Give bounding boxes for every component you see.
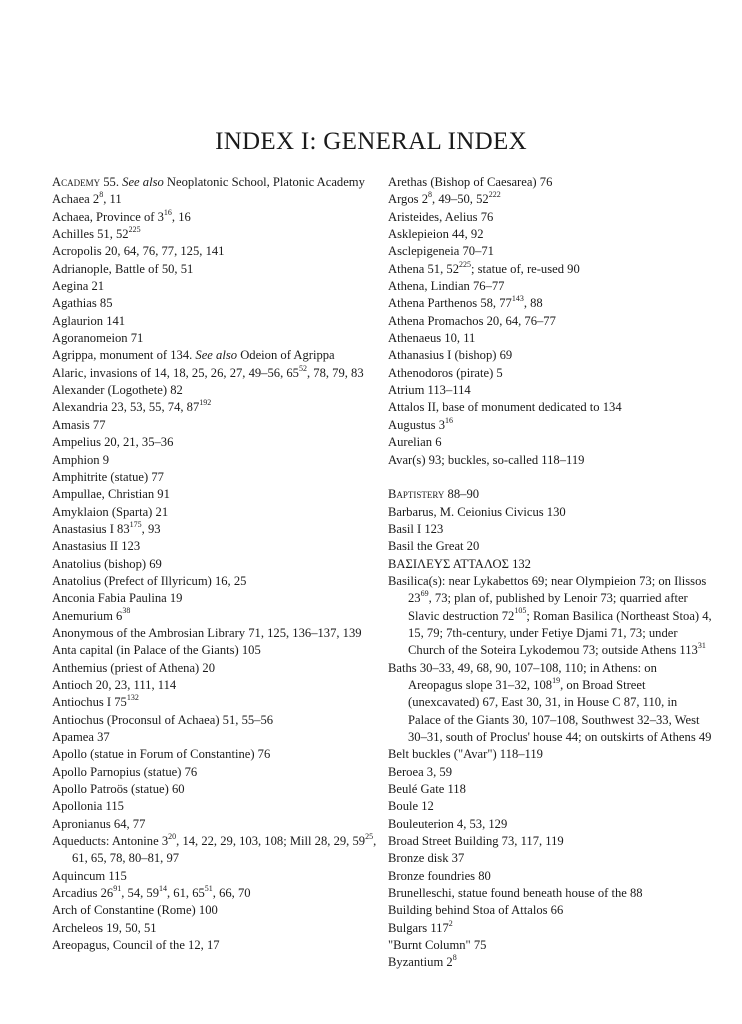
entry-text: , 11 [103, 192, 122, 207]
entry-text: , 73; plan of, published by Lenoir 73; quarried after Slavic destruction 72 [408, 591, 688, 623]
entry-text: Building behind Stoa of Attalos 66 [388, 903, 564, 918]
footnote-superscript: 16 [445, 415, 454, 425]
entry-text: , 16 [171, 209, 191, 224]
entry-text: Ampelius 20, 21, 35–36 [52, 435, 174, 450]
index-entry [52, 226, 382, 243]
index-entry [52, 868, 382, 885]
index-entry [388, 399, 713, 416]
index-entry [52, 642, 382, 659]
index-entry [388, 261, 713, 278]
footnote-superscript: 8 [452, 953, 457, 963]
footnote-superscript: 38 [122, 606, 131, 616]
index-entry [52, 295, 382, 312]
cross-reference-text: See also [195, 348, 238, 363]
footnote-superscript: 225 [128, 224, 141, 234]
entry-text: Arethas (Bishop of Caesarea) 76 [388, 175, 553, 189]
index-entry [52, 365, 382, 382]
footnote-superscript: 14 [159, 883, 167, 893]
entry-text: Antiochus (Proconsul of Achaea) 51, 55–56 [52, 712, 274, 727]
index-entry [388, 538, 713, 555]
entry-text: Alexandria 23, 53, 55, 74, 87 [52, 400, 200, 415]
entry-text: Aurelian 6 [388, 435, 442, 450]
entry-text: Archeleos 19, 50, 51 [52, 920, 157, 935]
entry-text: Apollo Patroös (statue) 60 [52, 782, 185, 797]
footnote-superscript: 31 [697, 641, 706, 651]
entry-text: Apollonia 115 [52, 799, 124, 814]
entry-text: Atrium 113–114 [388, 383, 471, 398]
index-entry [388, 954, 713, 971]
entry-text: Bronze disk 37 [388, 851, 465, 866]
entry-text: Areopagus, Council of the 12, 17 [52, 938, 220, 953]
entry-text: Broad Street Building 73, 117, 119 [388, 834, 564, 849]
footnote-superscript: 222 [488, 190, 501, 200]
index-entry [388, 556, 713, 573]
index-entry [388, 365, 713, 382]
index-entry [388, 174, 713, 191]
index-entry [388, 330, 713, 347]
entry-text: Anastasius II 123 [52, 539, 141, 554]
index-entry [52, 330, 382, 347]
entry-text: , 61, 65, 78, 80–81, 97 [72, 834, 377, 866]
entry-text: Academy [52, 175, 101, 189]
entry-text: Anemurium 6 [52, 608, 123, 623]
index-entry [388, 504, 713, 521]
entry-text: Bulgars 117 [388, 920, 449, 935]
index-entry [52, 608, 382, 625]
entry-text: Beroea 3, 59 [388, 764, 452, 779]
index-entry [52, 573, 382, 590]
index-entry [388, 937, 713, 954]
footnote-superscript: 69 [420, 589, 429, 599]
index-entry [388, 816, 713, 833]
footnote-superscript: 16 [163, 207, 172, 217]
entry-text: 55. [100, 175, 123, 189]
index-entry [388, 452, 713, 469]
index-entry [388, 295, 713, 312]
index-entry [388, 781, 713, 798]
entry-text: Amasis 77 [52, 417, 106, 432]
entry-text: Alaric, invasions of 14, 18, 25, 26, 27, 49–56, 65 [52, 365, 299, 380]
entry-text: Bronze foundries 80 [388, 868, 491, 883]
entry-text: , 66, 70 [212, 886, 251, 901]
footnote-superscript: 143 [511, 294, 524, 304]
index-entry [52, 469, 382, 486]
index-entry [52, 538, 382, 555]
entry-text: Antiochus I 75 [52, 695, 127, 710]
index-entry [52, 764, 382, 781]
entry-text: ΒΑΣΙΛΕΥΣ ΑΤΤΑΛΟΣ 132 [388, 556, 531, 571]
entry-text: Aqueducts: Antonine 3 [52, 834, 169, 849]
footnote-superscript: 91 [113, 883, 122, 893]
entry-text: Byzantium 2 [388, 955, 453, 970]
entry-text: Barbarus, M. Ceionius Civicus 130 [388, 504, 566, 519]
entry-text: Achaea 2 [52, 192, 100, 207]
entry-text: , on Broad Street (unexcavated) 67, East 30, 31, in House C 87, 110, in Palace of the Giants 30, 107–108, Southwest 32–33, West 30–31, south of Proclus' house 44; on outskirts of Athens 49 [408, 677, 712, 744]
entry-text: Baths 30–33, 49, 68, 90, 107–108, 110; in Athens: on Areopagus slope 31–32, 108 [388, 660, 657, 692]
index-entry [52, 885, 382, 902]
index-entry [52, 833, 382, 868]
index-entry [388, 833, 713, 850]
entry-text: "Burnt Column" 75 [388, 938, 487, 953]
index-entry [52, 556, 382, 573]
index-entry [52, 174, 382, 191]
index-entry [388, 434, 713, 451]
index-entry [52, 920, 382, 937]
index-entry [388, 764, 713, 781]
entry-text: , 88 [523, 296, 543, 311]
index-entry [52, 191, 382, 208]
index-entry [388, 209, 713, 226]
entry-text: Anatolius (Prefect of Illyricum) 16, 25 [52, 573, 247, 588]
footnote-superscript: 52 [298, 363, 307, 373]
index-entry [388, 920, 713, 937]
entry-text: Adrianople, Battle of 50, 51 [52, 261, 194, 276]
footnote-superscript: 192 [199, 398, 212, 408]
entry-text: Neoplatonic School, Platonic Academy [163, 175, 365, 189]
entry-text: Argos 2 [388, 192, 429, 207]
entry-text: ; Roman Basilica (Northeast Stoa) 4, 15, 79; 7th-century, under Fetiye Djami 71, 73; under Church of the Soteira Lykodemou 73; outside Athens 113 [408, 608, 712, 658]
footnote-superscript: 20 [168, 831, 177, 841]
entry-text: Anthemius (priest of Athena) 20 [52, 660, 215, 675]
index-entry [52, 278, 382, 295]
index-entry [388, 191, 713, 208]
index-entry [388, 868, 713, 885]
entry-text: Agrippa, monument of 134. [52, 348, 196, 363]
footnote-superscript: 51 [204, 883, 213, 893]
entry-text: Ampullae, Christian 91 [52, 487, 170, 502]
index-entry [388, 313, 713, 330]
entry-text: , 54, 59 [121, 886, 159, 901]
entry-text: Anonymous of the Ambrosian Library 71, 125, 136–137, 139 [52, 625, 362, 640]
entry-text: Basil I 123 [388, 521, 444, 536]
index-entry [52, 712, 382, 729]
entry-text: Anatolius (bishop) 69 [52, 556, 162, 571]
index-entry [388, 382, 713, 399]
entry-text: Odeion of Agrippa [237, 348, 335, 363]
index-column-left [52, 174, 382, 954]
entry-text: Avar(s) 93; buckles, so-called 118–119 [388, 452, 585, 467]
footnote-superscript: 8 [99, 190, 104, 200]
index-entry [52, 209, 382, 226]
index-entry [52, 677, 382, 694]
entry-text: Amphitrite (statue) 77 [52, 469, 164, 484]
entry-text: Athena Promachos 20, 64, 76–77 [388, 313, 556, 328]
index-entry [388, 417, 713, 434]
entry-text: Athenaeus 10, 11 [388, 331, 476, 346]
index-entry [388, 226, 713, 243]
index-entry [52, 243, 382, 260]
entry-text: Aquincum 115 [52, 868, 127, 883]
index-entry [52, 937, 382, 954]
entry-text: Boule 12 [388, 799, 434, 814]
entry-text: Brunelleschi, statue found beneath house of the 88 [388, 886, 643, 901]
entry-text: Apronianus 64, 77 [52, 816, 146, 831]
footnote-superscript: 175 [129, 519, 142, 529]
index-entry [388, 521, 713, 538]
index-entry [52, 816, 382, 833]
footnote-superscript: 105 [514, 606, 527, 616]
index-entry [52, 347, 382, 364]
entry-text: Amphion 9 [52, 452, 110, 467]
entry-text: Aegina 21 [52, 279, 105, 294]
entry-text: Apollo Parnopius (statue) 76 [52, 764, 198, 779]
index-entry [52, 660, 382, 677]
entry-text: Anconia Fabia Paulina 19 [52, 591, 183, 606]
entry-text: Arcadius 26 [52, 886, 114, 901]
index-entry [52, 261, 382, 278]
entry-text: Athena Parthenos 58, 77 [388, 296, 512, 311]
entry-text: Attalos II, base of monument dedicated to 134 [388, 400, 622, 415]
entry-text: , 14, 22, 29, 103, 108; Mill 28, 29, 59 [176, 834, 366, 849]
entry-text: Apollo (statue in Forum of Constantine) 76 [52, 747, 271, 762]
entry-text: Agoranomeion 71 [52, 331, 144, 346]
entry-text: Athena, Lindian 76–77 [388, 279, 505, 294]
section-gap [388, 469, 713, 486]
entry-text: Beulé Gate 118 [388, 782, 466, 797]
entry-text: Aglaurion 141 [52, 313, 126, 328]
index-entry [388, 850, 713, 867]
entry-text: 88–90 [444, 487, 480, 502]
entry-text: Antioch 20, 23, 111, 114 [52, 677, 177, 692]
entry-text: Athena 51, 52 [388, 261, 459, 276]
index-entry [52, 452, 382, 469]
footnote-superscript: 8 [428, 190, 433, 200]
entry-text: Asclepigeneia 70–71 [388, 244, 494, 259]
index-entry [388, 885, 713, 902]
footnote-superscript: 25 [365, 831, 374, 841]
index-entry [52, 486, 382, 503]
entry-text: , 93 [141, 521, 161, 536]
index-entry [52, 399, 382, 416]
index-entry [52, 521, 382, 538]
entry-text: Arch of Constantine (Rome) 100 [52, 903, 218, 918]
entry-text: Anastasius I 83 [52, 521, 130, 536]
entry-text: Acropolis 20, 64, 76, 77, 125, 141 [52, 244, 225, 259]
index-entry [388, 902, 713, 919]
index-entry [388, 660, 713, 747]
index-entry [52, 746, 382, 763]
index-entry [52, 313, 382, 330]
entry-text: , 49–50, 52 [432, 192, 489, 207]
entry-text: , 61, 65 [167, 886, 205, 901]
index-entry [52, 798, 382, 815]
index-entry [52, 590, 382, 607]
entry-text: ; statue of, re-used 90 [471, 261, 580, 276]
index-entry [52, 434, 382, 451]
index-entry [388, 243, 713, 260]
index-entry [388, 486, 713, 503]
entry-text: Augustus 3 [388, 417, 446, 432]
entry-text: Bouleuterion 4, 53, 129 [388, 816, 508, 831]
entry-text: Alexander (Logothete) 82 [52, 383, 183, 398]
index-entry [52, 417, 382, 434]
entry-text: Achaea, Province of 3 [52, 209, 164, 224]
entry-text: Baptistery [388, 487, 445, 502]
footnote-superscript: 132 [126, 693, 139, 703]
index-entry [388, 798, 713, 815]
index-entry [52, 504, 382, 521]
page-title: INDEX I: GENERAL INDEX [215, 128, 527, 155]
entry-text: Amyklaion (Sparta) 21 [52, 504, 169, 519]
footnote-superscript: 225 [459, 259, 471, 269]
index-entry [52, 694, 382, 711]
index-entry [388, 278, 713, 295]
index-entry [52, 781, 382, 798]
entry-text: Apamea 37 [52, 730, 110, 744]
entry-text: Anta capital (in Palace of the Giants) 105 [52, 643, 261, 658]
entry-text: Athenodoros (pirate) 5 [388, 365, 503, 380]
index-column-right [388, 174, 713, 972]
entry-text: Achilles 51, 52 [52, 227, 129, 242]
entry-text: Basil the Great 20 [388, 539, 480, 554]
entry-text: Agathias 85 [52, 296, 113, 311]
entry-text: Aristeides, Aelius 76 [388, 209, 494, 224]
entry-text: , 78, 79, 83 [306, 365, 364, 380]
footnote-superscript: 2 [448, 918, 453, 928]
footnote-superscript: 19 [552, 675, 561, 685]
entry-text: Athanasius I (bishop) 69 [388, 348, 513, 363]
cross-reference-text: See also [122, 175, 164, 189]
index-entry [52, 729, 382, 746]
index-entry [388, 746, 713, 763]
index-entry [388, 573, 713, 660]
index-entry [52, 382, 382, 399]
index-entry [52, 625, 382, 642]
entry-text: Belt buckles ("Avar") 118–119 [388, 747, 543, 762]
index-entry [52, 902, 382, 919]
index-entry [388, 347, 713, 364]
entry-text: Asklepieion 44, 92 [388, 227, 484, 242]
entry-text: Basilica(s): near Lykabettos 69; near Olympieion 73; on Ilissos 23 [388, 573, 707, 606]
